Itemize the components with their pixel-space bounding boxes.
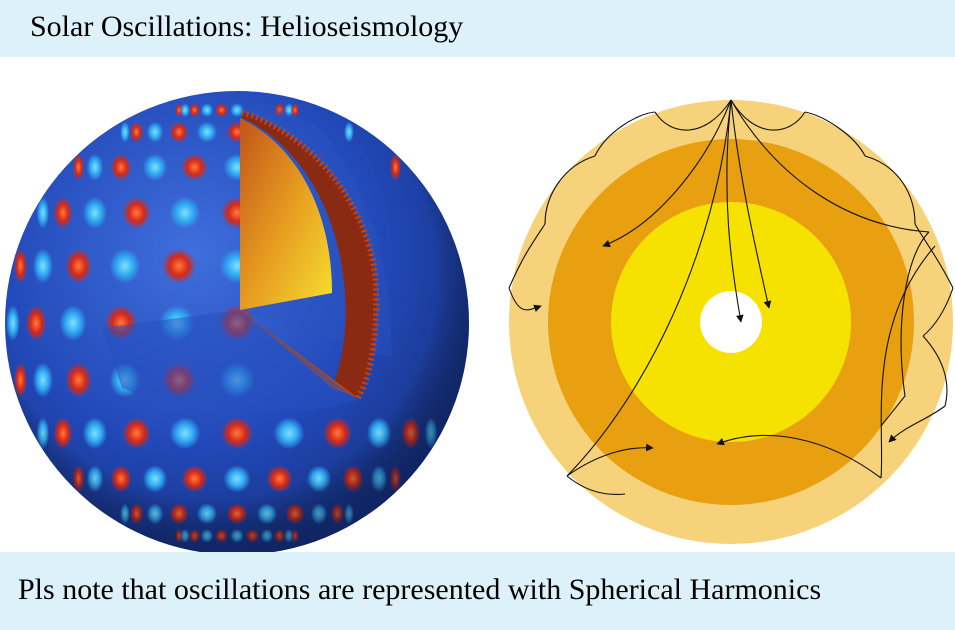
sun-interior-ray-paths-icon xyxy=(505,96,955,548)
sun-oscillation-sphere-icon xyxy=(2,88,472,558)
slide-title: Solar Oscillations: Helioseismology xyxy=(30,10,464,43)
title-bar xyxy=(0,0,955,57)
note-text: Pls note that oscillations are represented with Spherical Harmonics xyxy=(18,573,822,606)
